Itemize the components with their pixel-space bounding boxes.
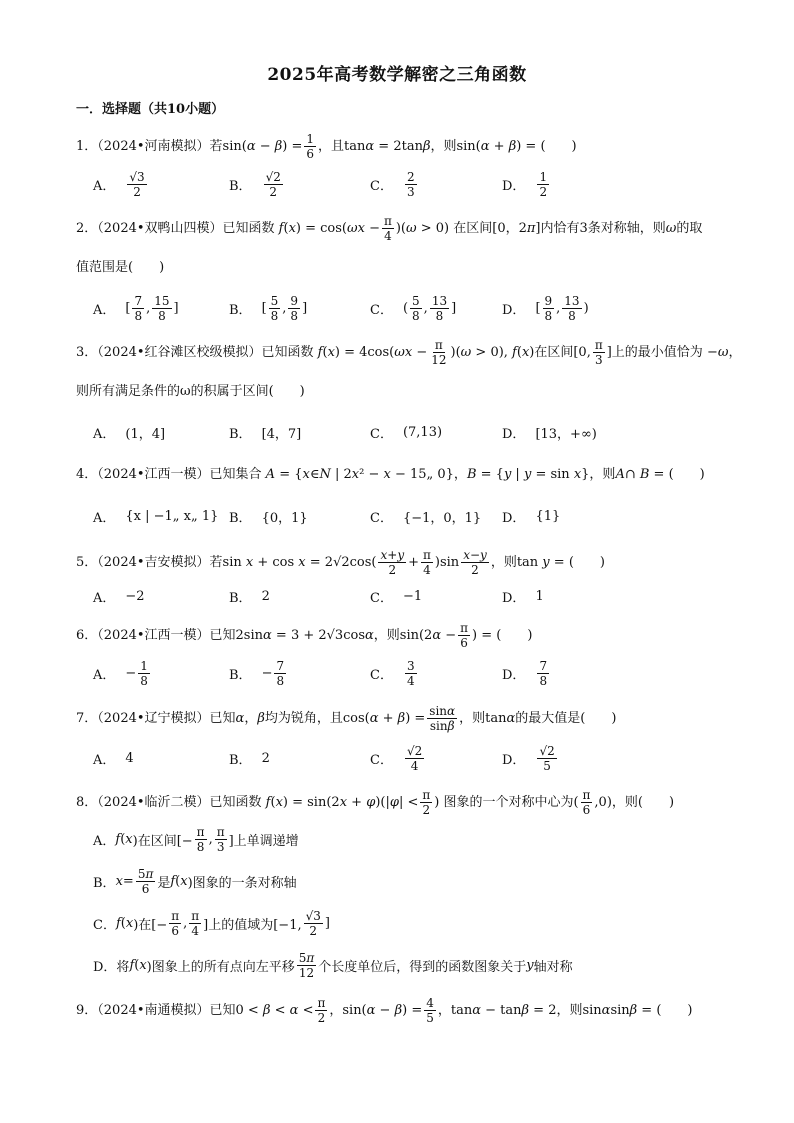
question-2: 2．（2024•双鸭山四模）已知函数 f(x) = cos(ωx − $\frac{\pi}{4}$ )(ω > 0) 在区间[0，2π]内恰有3条对称轴，则ω的取 [76,214,703,243]
option-c[interactable]: C． −1 [370,588,423,606]
question-8: 8．（2024•临沂二模）已知函数 f(x) = sin(2x + φ)(|φ| < $\frac{\pi}{2}$ ) 图象的一个对称中心为( $\frac{\pi}{6}$ ,0)，则( ) [76,788,675,817]
option-a[interactable]: A． {x | −1„ x„ 1} [93,508,219,526]
option-d[interactable]: D． [13，+∞) [502,426,597,442]
question-3: 3．（2024•红谷滩区校级模拟）已知函数 f(x) = 4cos(ωx − $\frac{\pi}{12}$ )(ω > 0), f(x)在区间[0, $\frac{\pi}{3}$ ]上的最小值恰为 −ω， [76,338,742,367]
question-7: 7．（2024•辽宁模拟）已知α，β均为锐角，且cos(α + β) = $\frac{\sin\alpha}{\sin\beta}$ ，则tanα的最大值是( ) [76,704,617,733]
question-6: 6．（2024•江西一模）已知2sinα = 3 + 2√3cosα，则sin(2α − $\frac{\pi}{6}$ ) = ( ) [76,621,533,650]
question-4: 4．（2024•江西一模）已知集合 A = {x∈N | 2x² − x − 15„ 0}，B = {y | y = sin x}，则A∩ B = ( ) [76,467,705,482]
option-d[interactable]: D．将 f ( x )图象上的所有点向左平移 $\frac{5\pi}{12}$ 个长度单位后，得到的函数图象关于 y 轴对称 [93,950,573,980]
option-c[interactable]: C． {−1，0，1} [370,510,482,526]
options-7 [93,740,733,776]
option-c[interactable]: C． $\frac{√2}{4}$ [370,743,423,773]
option-a[interactable]: A． 4 [93,750,134,768]
option-d[interactable]: D． $\frac{7}{8}$ [502,658,548,688]
option-b[interactable]: B． [ $\frac{5}{8}$ , $\frac{9}{8}$ ] [229,293,308,323]
section-heading: 一．选择题（共10小题） [76,102,225,117]
options-5 [93,578,733,614]
option-a[interactable]: A． $\frac{√3}{2}$ [93,169,145,199]
options-1 [93,166,733,202]
option-c[interactable]: C． $\frac{3}{4}$ [370,658,415,688]
option-b[interactable]: B． − $\frac{7}{8}$ [229,658,285,688]
option-b[interactable]: B． x = $\frac{5\pi}{6}$ 是 f ( x )图象的一条对称轴 [93,866,297,896]
option-a[interactable]: A． [ $\frac{7}{8}$ , $\frac{15}{8}$ ] [93,293,179,323]
option-c[interactable]: C． $\frac{2}{3}$ [370,169,415,199]
options-6 [93,655,733,691]
option-a[interactable]: A． −2 [93,588,145,606]
question-number: 1． [76,139,98,154]
question-1: 1．（2024•河南模拟）若sin(α − β) = $\frac{1}{6}$ ，且tanα = 2tanβ，则sin(α + β) = ( ) [76,132,577,161]
option-b[interactable]: B． [4，7] [229,426,302,442]
option-c[interactable]: C． (7,13) [370,424,443,442]
question-2-line2: 值范围是( ) [76,260,165,275]
option-d[interactable]: D． [ $\frac{9}{8}$ , $\frac{13}{8}$ ) [502,293,589,323]
question-3-line2: 则所有满足条件的ω的积属于区间( ) [76,384,305,399]
option-b[interactable]: B． $\frac{√2}{2}$ [229,169,281,199]
option-b[interactable]: B． {0，1} [229,510,308,526]
option-b[interactable]: B． 2 [229,750,270,768]
option-d[interactable]: D． {1} [502,508,561,526]
options-2 [93,290,733,326]
option-c[interactable]: C． ( $\frac{5}{8}$ , $\frac{13}{8}$ ] [370,293,457,323]
option-d[interactable]: D． $\frac{1}{2}$ [502,169,548,199]
question-5: 5．（2024•吉安模拟）若sin x + cos x = 2√2cos( $\frac{x+y}{2}$ + $\frac{\pi}{4}$ )sin $\frac{x-y}{2}$ ，则tan y = ( ) [76,548,605,577]
options-3 [93,414,733,450]
question-9: 9．（2024•南通模拟）已知0 < β < α < $\frac{\pi}{2}$ ，sin(α − β) = $\frac{4}{5}$ ，tanα − tanβ = 2，则sinαsinβ = ( ) [76,996,693,1025]
option-a[interactable]: A． f ( x )在区间[− $\frac{\pi}{8}$ , $\frac{\pi}{3}$ ]上单调递增 [93,824,299,854]
page-title: 2025年高考数学解密之三角函数 [267,65,527,85]
option-c[interactable]: C． f ( x )在[− $\frac{\pi}{6}$ , $\frac{\pi}{4}$ ]上的值域为[−1, $\frac{√3}{2}$ ] [93,908,330,938]
option-a[interactable]: A． − $\frac{1}{8}$ [93,658,148,688]
option-d[interactable]: D． 1 [502,588,544,606]
options-4 [93,498,733,534]
option-d[interactable]: D． $\frac{√2}{5}$ [502,743,555,773]
option-a[interactable]: A． (1，4] [93,426,166,442]
option-b[interactable]: B． 2 [229,588,270,606]
